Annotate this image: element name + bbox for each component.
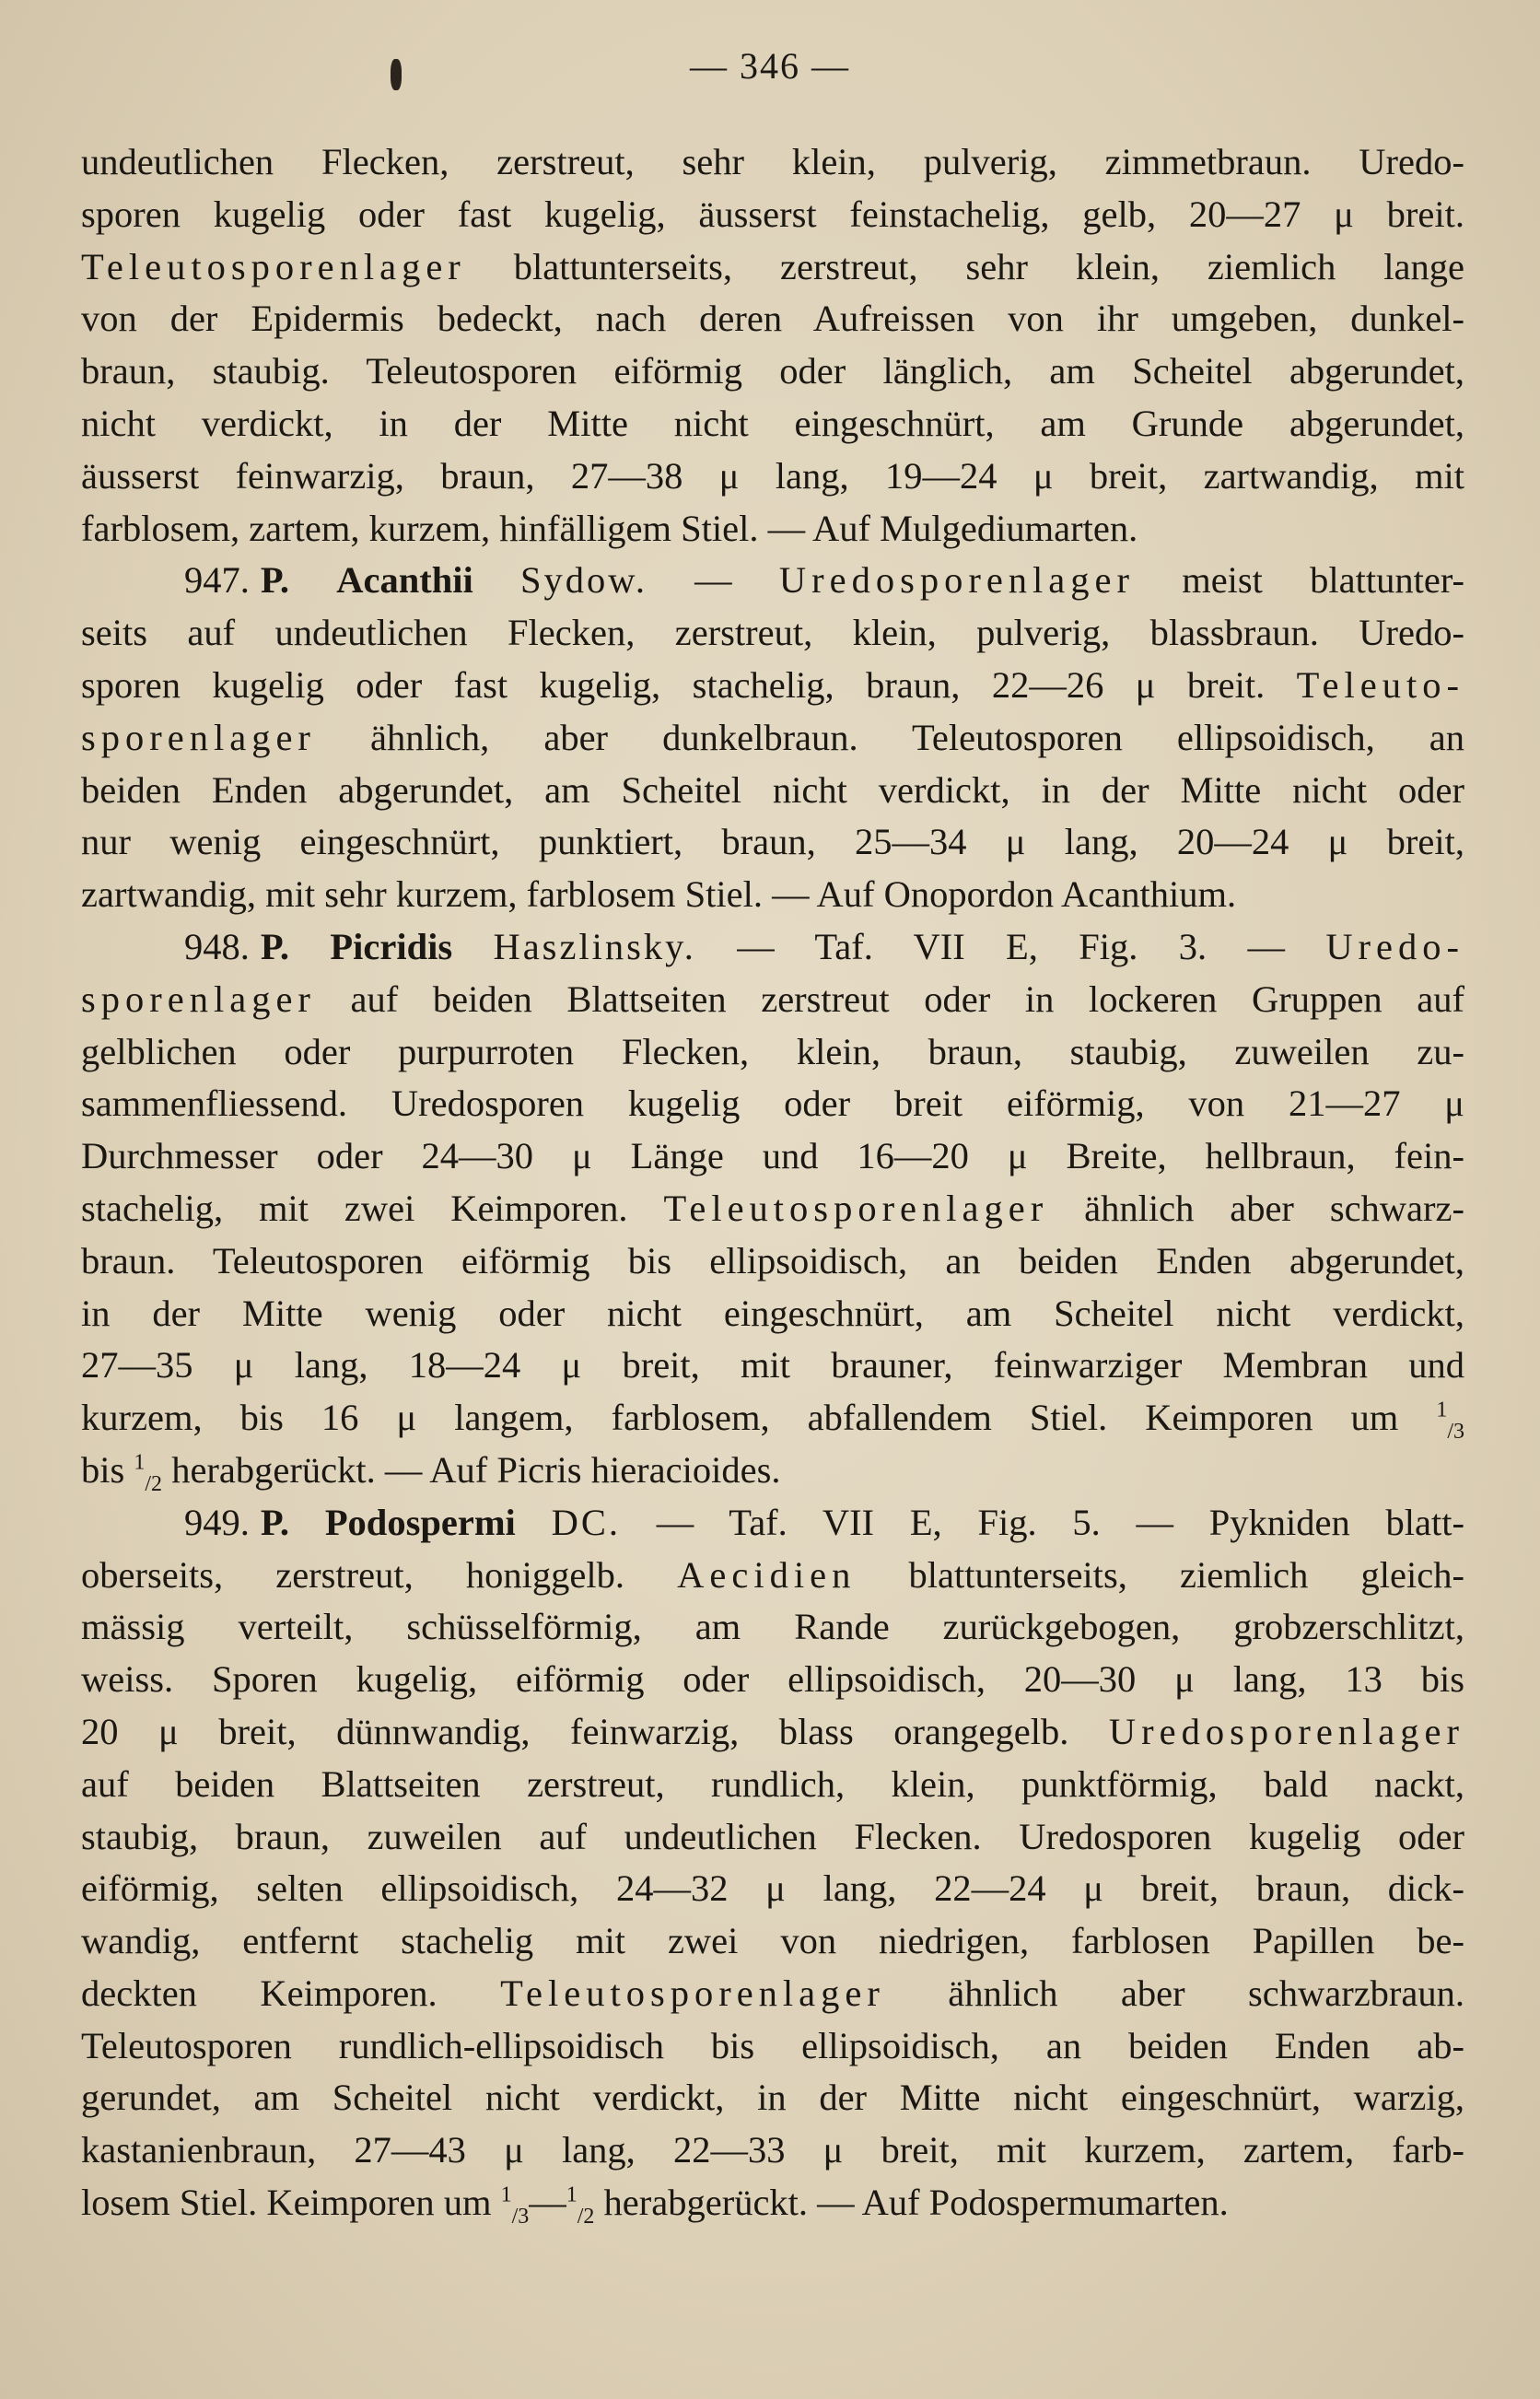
- author-name: DC.: [551, 1501, 621, 1543]
- page-number: — 346 —: [690, 45, 850, 87]
- text-line: stachelig, mit zwei Keimporen. Teleutosporenlager ähnlich aber schwarz-: [81, 1187, 1464, 1229]
- spaced-term: Teleutosporenlager: [663, 1187, 1049, 1229]
- text-line: bis $^1_{/2}$ herabgerückt. — Auf Picris hieracioides.: [81, 1448, 781, 1497]
- species-name: Acanthii: [336, 559, 473, 602]
- text-line: Durchmesser oder 24—30 μ Länge und 16—20 μ Breite, hellbraun, fein-: [81, 1135, 1464, 1177]
- spaced-term: Uredo-: [1325, 925, 1465, 967]
- text-line: sporen kugelig oder fast kugelig, äusserst feinstachelig, gelb, 20—27 μ breit.: [81, 193, 1464, 235]
- species-name: Podospermi: [324, 1501, 516, 1543]
- entry-number: 948.: [184, 925, 250, 967]
- text-line: oberseits, zerstreut, honiggelb. Aecidien blattunterseits, ziemlich gleich-: [81, 1553, 1464, 1596]
- entry-949-heading-line: 949. P. Podospermi DC. — Taf. VII E, Fig. 5. — Pykniden blatt-: [184, 1501, 1465, 1543]
- text-line: mässig verteilt, schüsselförmig, am Rande zurückgebogen, grobzerschlitzt,: [81, 1606, 1464, 1648]
- text-line: losem Stiel. Keimporen um $^1_{/3}$—$^1_{/2}$ herabgerückt. — Auf Podospermumarten.: [81, 2182, 1229, 2229]
- text-line: wandig, entfernt stachelig mit zwei von niedrigen, farblosen Papillen be-: [81, 1920, 1464, 1962]
- text-line: nur wenig eingeschnürt, punktiert, braun, 25—34 μ lang, 20—24 μ breit,: [81, 821, 1464, 863]
- text-line: gerundet, am Scheitel nicht verdickt, in der Mitte nicht eingeschnürt, warzig,: [81, 2077, 1464, 2119]
- page-body: [81, 136, 1464, 2229]
- text-line: kurzem, bis 16 μ langem, farblosem, abfallendem Stiel. Keimporen um $^1_{/3}$: [81, 1397, 1464, 1445]
- text-line: braun, staubig. Teleutosporen eiförmig oder länglich, am Scheitel abgerundet,: [81, 350, 1464, 392]
- text-line: staubig, braun, zuweilen auf undeutlichen Flecken. Uredosporen kugelig oder: [81, 1815, 1464, 1857]
- text-line: weiss. Sporen kugelig, eiförmig oder ellipsoidisch, 20—30 μ lang, 13 bis: [81, 1658, 1464, 1701]
- text-line: sporenlager auf beiden Blattseiten zerstreut oder in lockeren Gruppen auf: [81, 977, 1464, 1020]
- text-line: farblosem, zartem, kurzem, hinfälligem Stiel. — Auf Mulgediumarten.: [81, 507, 1138, 549]
- text-line: gelblichen oder purpurroten Flecken, klein, braun, staubig, zuweilen zu-: [81, 1030, 1464, 1072]
- text-line: braun. Teleutosporen eiförmig bis ellipsoidisch, an beiden Enden abgerundet,: [81, 1239, 1464, 1281]
- fraction-denominator: /3: [511, 2205, 530, 2229]
- spaced-term: sporenlager: [81, 716, 316, 758]
- fraction-numerator: 1: [1436, 1398, 1448, 1422]
- spaced-term: Aecidien: [677, 1553, 857, 1596]
- entry-number: 947.: [184, 559, 250, 602]
- text-line: 20 μ breit, dünnwandig, feinwarzig, blass orangegelb. Uredosporenlager: [81, 1710, 1464, 1752]
- genus-abbrev: P.: [260, 1501, 290, 1543]
- entry-number: 949.: [184, 1501, 250, 1543]
- text-line: auf beiden Blattseiten zerstreut, rundlich, klein, punktförmig, bald nackt,: [81, 1762, 1464, 1805]
- spaced-term: Uredosporenlager: [778, 559, 1135, 602]
- fraction-denominator: /2: [577, 2205, 595, 2229]
- text-line: zartwandig, mit sehr kurzem, farblosem Stiel. — Auf Onopordon Acanthium.: [81, 873, 1237, 916]
- text-line: Teleutosporen rundlich-ellipsoidisch bis ellipsoidisch, an beiden Enden ab-: [81, 2024, 1464, 2066]
- spaced-term: sporenlager: [81, 977, 316, 1020]
- spaced-term: Teleutosporenlager: [500, 1972, 885, 2014]
- text-line: sporenlager ähnlich, aber dunkelbraun. Teleutosporen ellipsoidisch, an: [81, 716, 1464, 758]
- text-line: undeutlichen Flecken, zerstreut, sehr klein, pulverig, zimmetbraun. Uredo-: [81, 141, 1464, 182]
- spaced-term: Teleutosporenlager: [81, 245, 466, 287]
- author-name: Haszlinsky.: [493, 925, 696, 967]
- text-line: sammenfliessend. Uredosporen kugelig oder breit eiförmig, von 21—27 μ: [81, 1082, 1464, 1125]
- spaced-term: Uredosporenlager: [1108, 1710, 1464, 1752]
- text-line: deckten Keimporen. Teleutosporenlager ähnlich aber schwarzbraun.: [81, 1972, 1465, 2014]
- text-line: 27—35 μ lang, 18—24 μ breit, mit brauner, feinwarziger Membran und: [81, 1344, 1464, 1387]
- fraction-denominator: /2: [145, 1472, 163, 1497]
- fraction-numerator: 1: [500, 2183, 512, 2207]
- text-line: in der Mitte wenig oder nicht eingeschnürt, am Scheitel nicht verdickt,: [81, 1292, 1464, 1334]
- text-line: kastanienbraun, 27—43 μ lang, 22—33 μ breit, mit kurzem, zartem, farb-: [81, 2129, 1464, 2171]
- author-name: Sydow.: [519, 559, 648, 602]
- fraction-numerator: 1: [566, 2183, 578, 2207]
- fraction-denominator: /3: [1447, 1420, 1464, 1445]
- species-name: Picridis: [330, 925, 453, 967]
- genus-abbrev: P.: [260, 925, 290, 967]
- text-line: beiden Enden abgerundet, am Scheitel nicht verdickt, in der Mitte nicht oder: [81, 768, 1464, 811]
- text-line: seits auf undeutlichen Flecken, zerstreut, klein, pulverig, blassbraun. Uredo-: [81, 612, 1464, 654]
- text-line: äusserst feinwarzig, braun, 27—38 μ lang, 19—24 μ breit, zartwandig, mit: [81, 454, 1464, 497]
- spaced-term: Teleuto-: [1296, 663, 1464, 706]
- text-line: von der Epidermis bedeckt, nach deren Aufreissen von ihr umgeben, dunkel-: [81, 298, 1464, 340]
- entry-948-heading-line: 948. P. Picridis Haszlinsky. — Taf. VII E, Fig. 3. — Uredo-: [184, 925, 1465, 967]
- text-line: eiförmig, selten ellipsoidisch, 24—32 μ lang, 22—24 μ breit, braun, dick-: [81, 1867, 1464, 1910]
- fraction-numerator: 1: [134, 1450, 146, 1475]
- text-line: Teleutosporenlager blattunterseits, zerstreut, sehr klein, ziemlich lange: [81, 245, 1464, 287]
- text-line: nicht verdickt, in der Mitte nicht eingeschnürt, am Grunde abgerundet,: [81, 402, 1464, 444]
- entry-947-heading-line: 947. P. Acanthii Sydow. — Uredosporenlager meist blattunter-: [184, 559, 1465, 602]
- genus-abbrev: P.: [260, 559, 290, 602]
- text-line: sporen kugelig oder fast kugelig, stachelig, braun, 22—26 μ breit. Teleuto-: [81, 663, 1464, 706]
